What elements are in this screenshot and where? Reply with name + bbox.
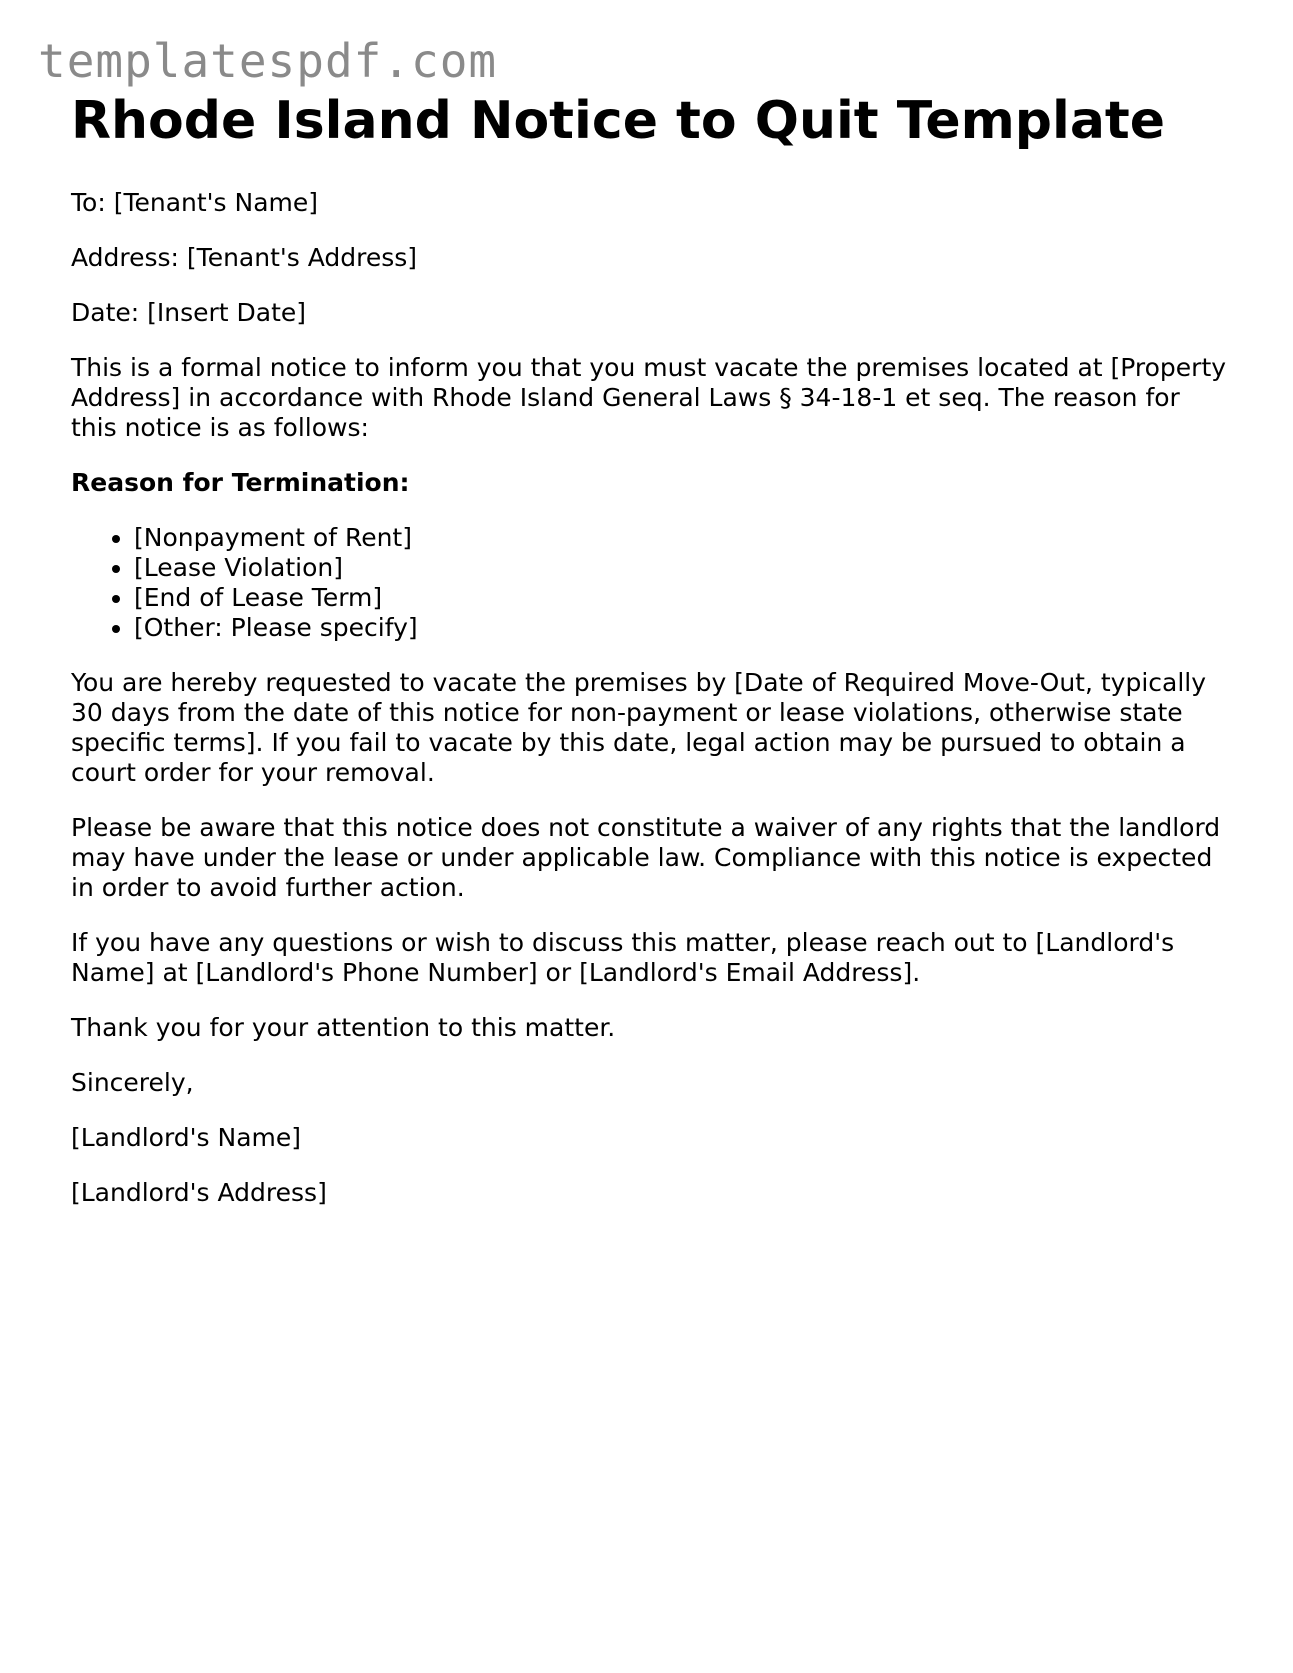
site-watermark: templatespdf.com <box>38 34 498 88</box>
list-item: • [Lease Violation] <box>134 553 1231 583</box>
vacate-paragraph: You are hereby requested to vacate the premises by [Date of Required Move-Out, typically 30 days from the date of this notice for non-payment or lease violations, otherwise state specific terms]. If you fail to vacate by this date, legal action may be pursued to obtain a court order for your removal. <box>71 667 1207 787</box>
landlord-name: [Landlord's Name] <box>71 1122 302 1152</box>
landlord-address: [Landlord's Address] <box>71 1177 327 1207</box>
to-line: To: [Tenant's Name] <box>71 187 319 217</box>
list-item: • [End of Lease Term] <box>134 583 1231 613</box>
contact-paragraph: If you have any questions or wish to discuss this matter, please reach out to [Landlord's Name] at [Landlord's Phone Number] or [Landlord's Email Address]. <box>71 927 1175 987</box>
list-item: • [Nonpayment of Rent] <box>134 523 1231 553</box>
thanks-line: Thank you for your attention to this matter. <box>71 1012 616 1042</box>
address-line: Address: [Tenant's Address] <box>71 242 418 272</box>
document-title: Rhode Island Notice to Quit Template <box>71 91 1166 151</box>
date-line: Date: [Insert Date] <box>71 297 307 327</box>
closing-line: Sincerely, <box>71 1067 194 1097</box>
intro-paragraph: This is a formal notice to inform you that you must vacate the premises located at [Property Address] in accordance with Rhode Island General Laws § 34-18-1 et seq. The reason for this notice is as follows: <box>71 352 1227 442</box>
reason-list <box>71 523 1231 643</box>
notice-document <box>71 92 1231 1233</box>
reason-heading: Reason for Termination: <box>71 467 410 497</box>
list-item: • [Other: Please specify] <box>134 613 1231 643</box>
waiver-paragraph: Please be aware that this notice does not constitute a waiver of any rights that the landlord may have under the lease or under applicable law. Compliance with this notice is expected in order to avoid further action. <box>71 812 1221 902</box>
